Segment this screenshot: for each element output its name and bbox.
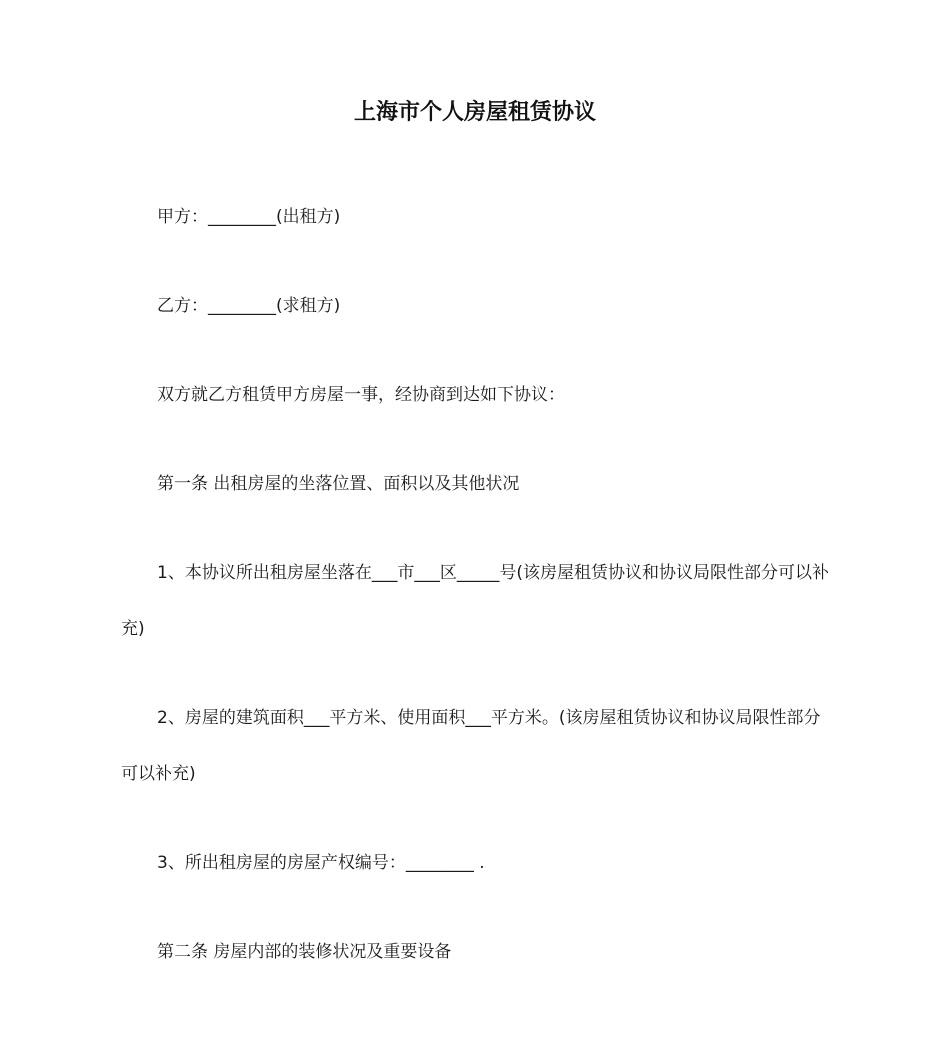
party-b-line: 乙方：________(求租方) (157, 296, 341, 316)
document-title: 上海市个人房屋租赁协议 (353, 100, 596, 125)
article-1-heading: 第一条 出租房屋的坐落位置、面积以及其他状况 (157, 474, 520, 494)
article-1-item-2: 2、房屋的建筑面积___平方米、使用面积___平方米。(该房屋租赁协议和协议局限性部分可以补充) (121, 708, 821, 784)
party-a-line: 甲方：________(出租方) (157, 207, 341, 227)
article-2-heading: 第二条 房屋内部的装修状况及重要设备 (157, 942, 452, 962)
article-1-item-1: 1、本协议所出租房屋坐落在___市___区_____号(该房屋租赁协议和协议局限性部分可以补充) (121, 563, 829, 639)
intro-paragraph: 双方就乙方租赁甲方房屋一事，经协商到达如下协议： (157, 385, 565, 405)
article-1-item-3: 3、所出租房屋的房屋产权编号：________ . (157, 853, 485, 873)
